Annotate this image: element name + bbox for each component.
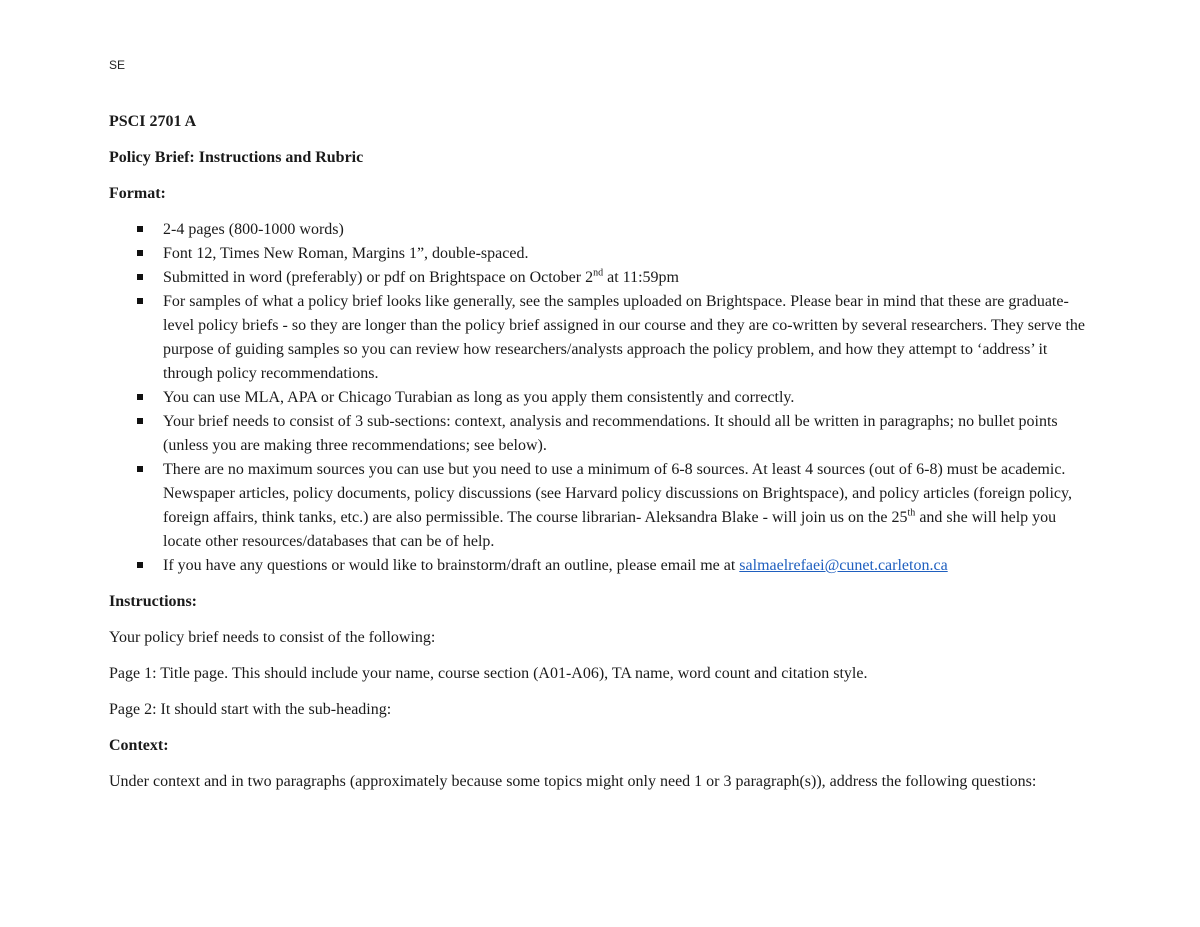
instructions-intro: Your policy brief needs to consist of the following: xyxy=(109,629,436,646)
format-item-submission xyxy=(109,266,1094,290)
format-item-subsections xyxy=(109,410,1094,458)
context-description: Under context and in two paragraphs (approximately because some topics might only need 1 or 3 paragraph(s)), address the following questions: xyxy=(109,773,1037,790)
square-bullet-icon xyxy=(137,226,143,232)
format-item-text: You can use MLA, APA or Chicago Turabian as long as you apply them consistently and correctly. xyxy=(163,389,795,406)
format-item-font xyxy=(109,242,1094,266)
instructions-heading: Instructions: xyxy=(109,593,198,610)
format-item-samples xyxy=(109,290,1094,386)
square-bullet-icon xyxy=(137,418,143,424)
format-item-citation xyxy=(109,386,1094,410)
page1-description: Page 1: Title page. This should include your name, course section (A01-A06), TA name, word count and citation style. xyxy=(109,665,868,682)
date-ordinal-suffix: nd xyxy=(593,267,604,279)
format-item-text: Submitted in word (preferably) or pdf on Brightspace on October 2 xyxy=(163,269,594,286)
square-bullet-icon xyxy=(137,466,143,472)
header-initials: SE xyxy=(109,58,126,72)
format-item-text: 2-4 pages (800-1000 words) xyxy=(163,221,344,238)
square-bullet-icon xyxy=(137,394,143,400)
format-item-text-tail: and she will help you locate other resources/databases that can be of help. xyxy=(163,509,1057,550)
document-body xyxy=(109,110,1094,794)
format-item-text: Font 12, Times New Roman, Margins 1”, double-spaced. xyxy=(163,245,529,262)
format-heading: Format: xyxy=(109,185,166,202)
square-bullet-icon xyxy=(137,250,143,256)
format-list xyxy=(109,218,1094,578)
page2-description: Page 2: It should start with the sub-heading: xyxy=(109,701,392,718)
square-bullet-icon xyxy=(137,562,143,568)
format-item-text: For samples of what a policy brief looks like generally, see the samples uploaded on Brightspace. Please bear in mind that these are graduate-level policy briefs - so they are longer than the policy brief assigned in our course and they are co-written by several researchers. They serve the purpose of guiding samples so you can review how researchers/analysts approach the policy problem, and how they attempt to ‘address’ it through policy recommendations. xyxy=(163,293,1086,382)
format-item-contact xyxy=(109,554,1094,578)
format-item-pages xyxy=(109,218,1094,242)
context-heading: Context: xyxy=(109,737,169,754)
format-item-text-tail: at 11:59pm xyxy=(603,269,679,286)
format-item-text: If you have any questions or would like to brainstorm/draft an outline, please email me at xyxy=(163,557,740,574)
course-code: PSCI 2701 A xyxy=(109,113,197,130)
date-ordinal-suffix: th xyxy=(907,507,916,519)
format-item-sources xyxy=(109,458,1094,554)
document-title: Policy Brief: Instructions and Rubric xyxy=(109,149,364,166)
email-link[interactable]: salmaelrefaei@cunet.carleton.ca xyxy=(739,557,948,574)
format-item-text: Your brief needs to consist of 3 sub-sections: context, analysis and recommendations. It should all be written in paragraphs; no bullet points (unless you are making three recommendations; see below). xyxy=(163,413,1058,454)
square-bullet-icon xyxy=(137,298,143,304)
format-item-text: There are no maximum sources you can use but you need to use a minimum of 6-8 sources. At least 4 sources (out of 6-8) must be academic. Newspaper articles, policy documents, policy discussions (see Harvard policy discussions on Brightspace), and policy articles (foreign policy, foreign affairs, think tanks, etc.) are also permissible. The course librarian- Aleksandra Blake - will join us on the 25 xyxy=(163,461,1072,526)
square-bullet-icon xyxy=(137,274,143,280)
